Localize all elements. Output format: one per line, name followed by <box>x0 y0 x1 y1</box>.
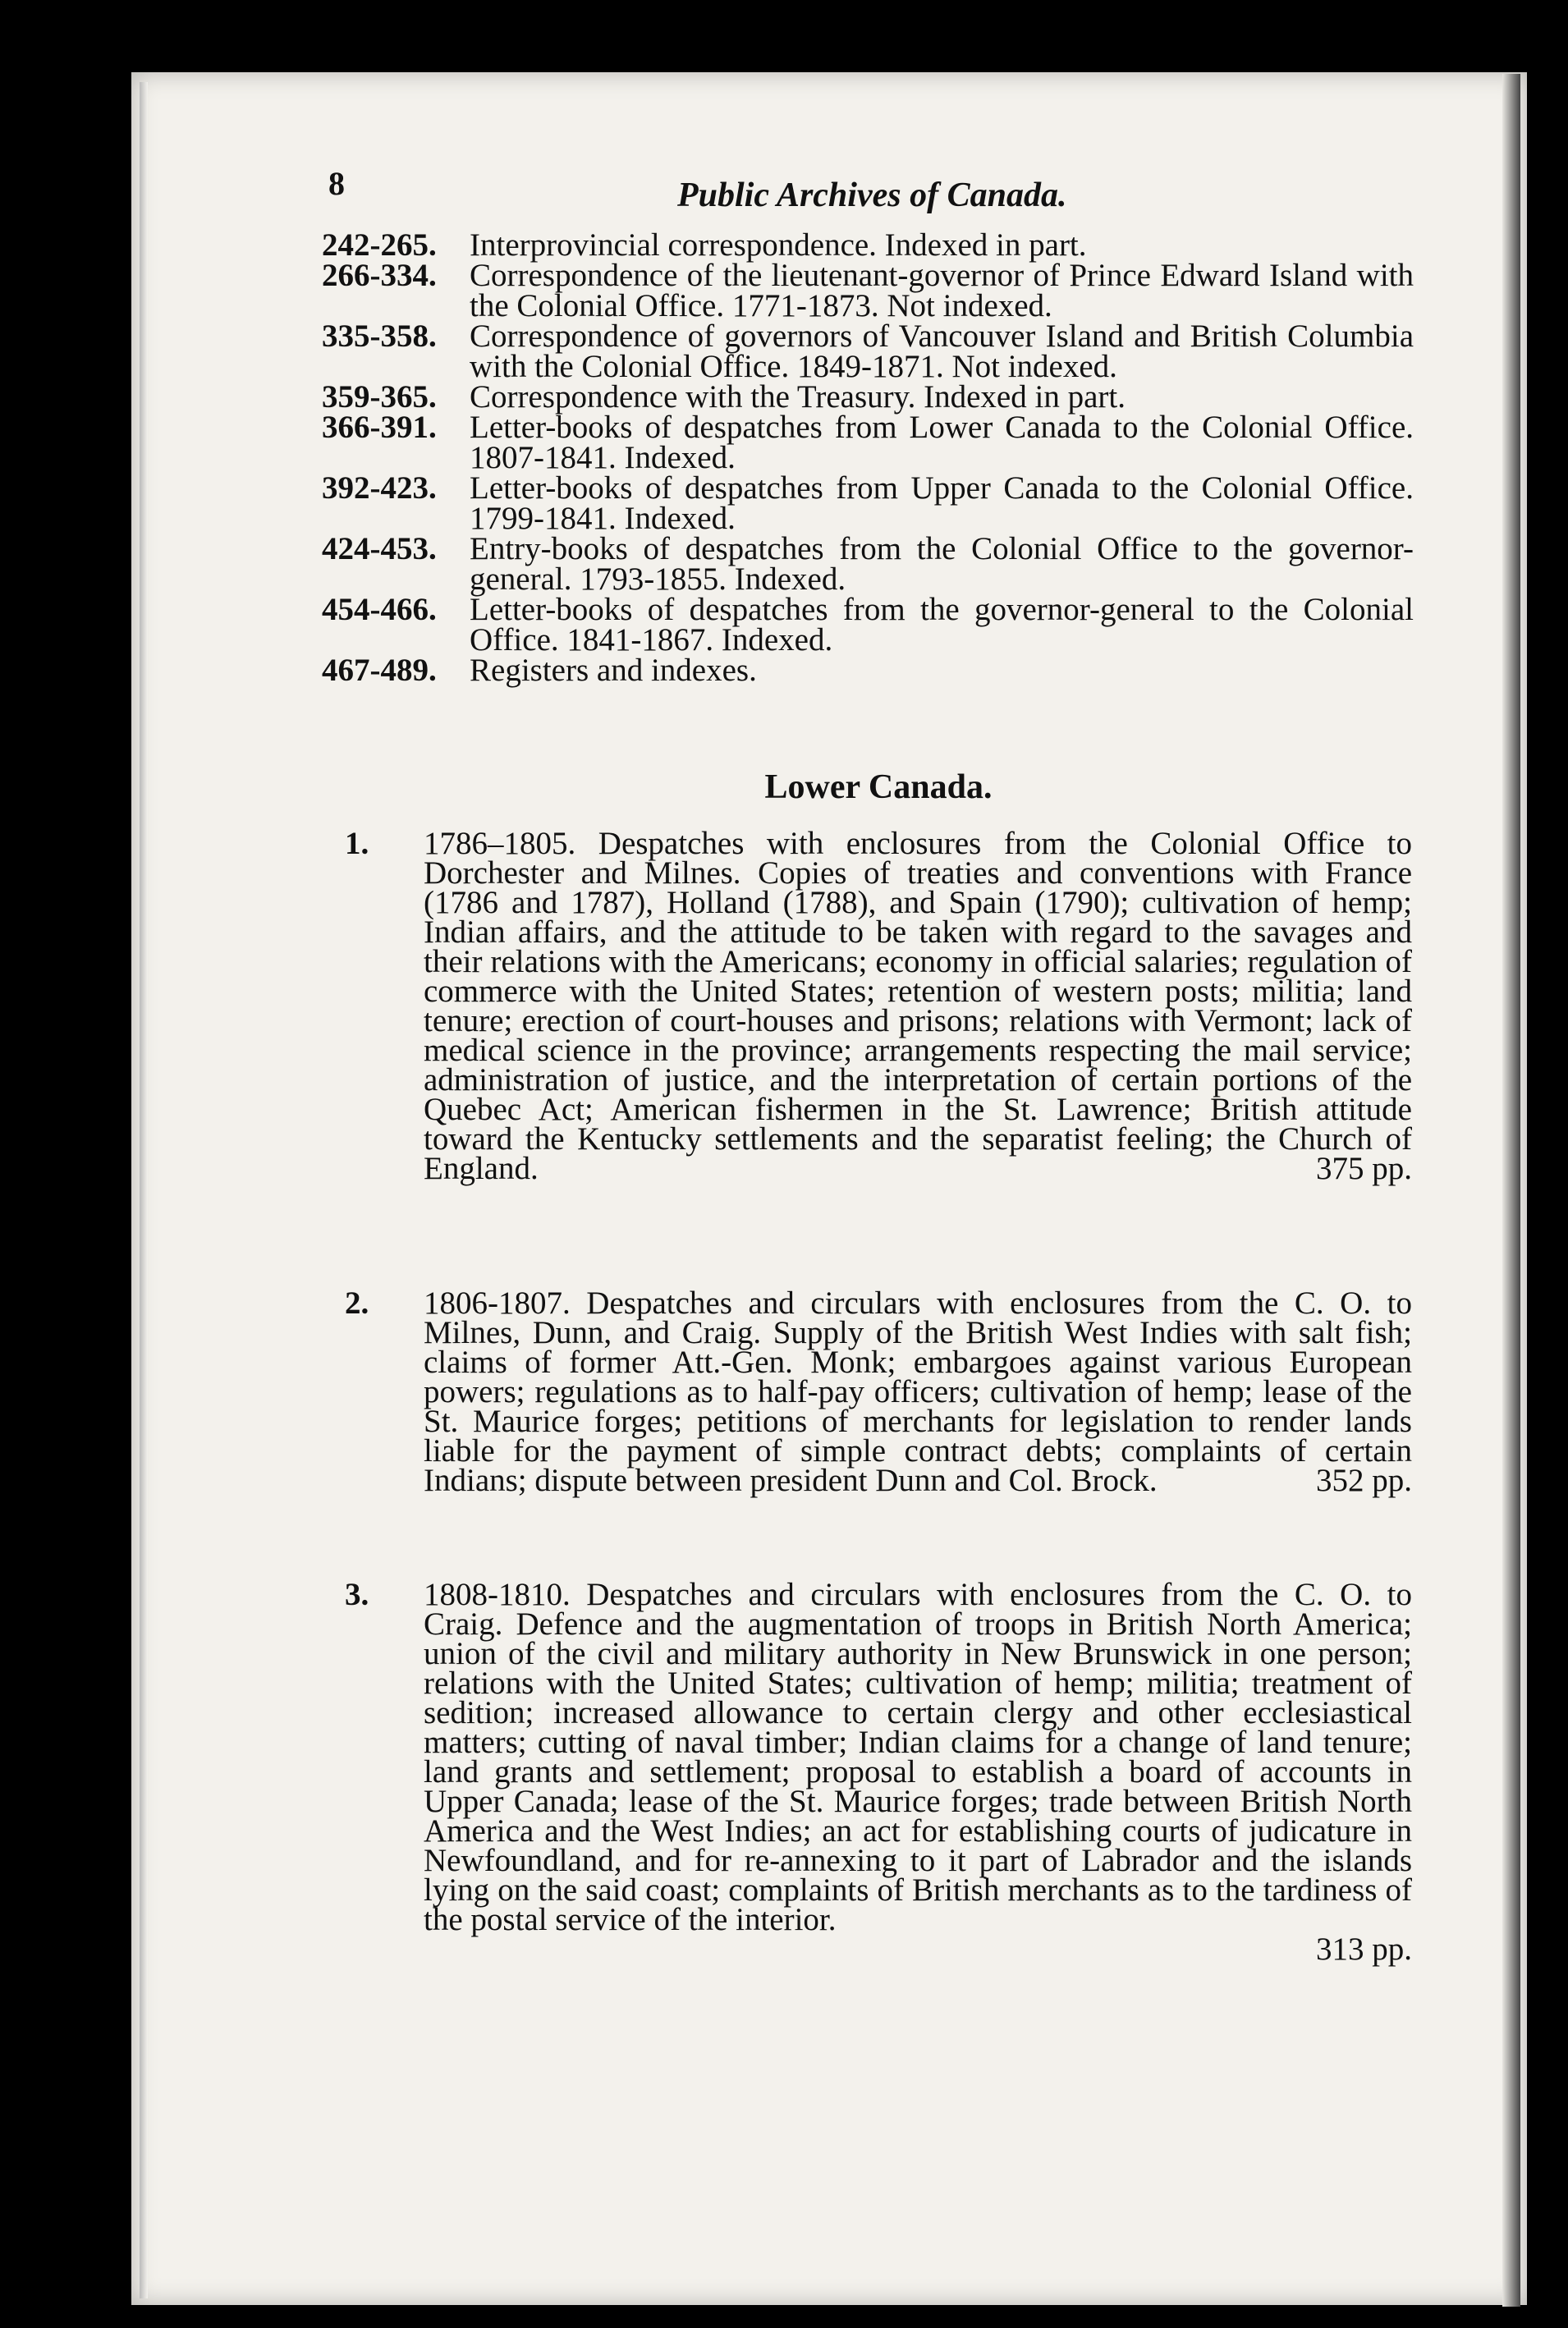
volume-pages: 352 pp. <box>1316 1463 1412 1498</box>
series-description: Correspondence with the Treasury. Indexed in part. <box>470 379 1126 415</box>
section-heading: Lower Canada. <box>764 768 993 806</box>
series-item <box>322 227 1414 263</box>
volume-entry <box>345 826 1412 1186</box>
series-range: 266-334. <box>322 258 437 293</box>
volume-description <box>424 1577 1412 1967</box>
series-range: 467-489. <box>322 653 437 688</box>
series-item <box>322 260 1414 321</box>
series-description: Entry-books of despatches from the Colonial Office to the governor-general. 1793-1855. Indexed. <box>470 531 1414 597</box>
series-description: Correspondence of the lieutenant-governor of Prince Edward Island with the Colonial Office. 1771-1873. Not indexed. <box>470 258 1414 323</box>
volume-description <box>424 826 1412 1186</box>
series-item <box>322 379 1414 415</box>
series-item <box>322 318 1414 384</box>
series-item <box>322 592 1414 658</box>
page-number: 8 <box>328 165 345 202</box>
series-range: 242-265. <box>322 227 437 263</box>
volume-pages: 313 pp. <box>1316 1932 1412 1967</box>
volume-entry <box>345 1577 1412 1967</box>
series-range: 424-453. <box>322 531 437 566</box>
volume-number: 1. <box>345 826 369 861</box>
volume-entry <box>345 1285 1412 1498</box>
volume-text: 1786–1805. Despatches with enclosures from the Colonial Office to Dorchester and Milnes. Copies of treaties and conventions with France (1786 and 1787), Holland (1788), and Spain (1790); cultivation of hemp; Indian affairs, and the attitude to be taken with regard to the savages and their relations with the Americans; economy in official salaries; regulation of commerce with the United States; retention of western posts; militia; land tenure; erection of court-houses and prisons; relations with Vermont; lack of medical science in the province; arrangements respecting the mail service; administration of justice, and the interpretation of certain portions of the Quebec Act; American fishermen in the St. Lawrence; British attitude toward the Kentucky settlements and the separatist feeling; the Church of England. <box>424 826 1412 1186</box>
series-range: 359-365. <box>322 379 437 415</box>
series-description: Letter-books of despatches from Lower Canada to the Colonial Office. 1807-1841. Indexed. <box>470 410 1414 475</box>
series-item <box>322 653 1414 688</box>
volume-number: 2. <box>345 1285 369 1321</box>
series-range: 454-466. <box>322 592 437 627</box>
series-description: Interprovincial correspondence. Indexed in part. <box>470 227 1087 263</box>
volume-description <box>424 1285 1412 1498</box>
page-left-edge <box>140 82 148 2298</box>
series-description: Correspondence of governors of Vancouver Island and British Columbia with the Colonial Office. 1849-1871. Not indexed. <box>470 318 1414 384</box>
series-description: Letter-books of despatches from the governor-general to the Colonial Office. 1841-1867. Indexed. <box>470 592 1414 658</box>
series-item <box>322 412 1414 473</box>
volume-pages: 375 pp. <box>1316 1151 1412 1186</box>
page-right-edge <box>1502 74 1520 2307</box>
series-item <box>322 470 1414 536</box>
series-item <box>322 531 1414 597</box>
volume-number: 3. <box>345 1577 369 1612</box>
volume-text: 1806-1807. Despatches and circulars with enclosures from the C. O. to Milnes, Dunn, and Craig. Supply of the British West Indies with salt fish; claims of former Att.-Gen. Monk; embargoes against various European powers; regulations as to half-pay officers; cultivation of hemp; lease of the St. Maurice forges; petitions of merchants for legislation to render lands liable for the payment of simple contract debts; complaints of certain Indians; dispute between president Dunn and Col. Brock. <box>424 1285 1412 1498</box>
volume-text: 1808-1810. Despatches and circulars with enclosures from the C. O. to Craig. Defence and the augmentation of troops in British North America; union of the civil and military authority in New Brunswick in one person; relations with the United States; cultivation of hemp; militia; treatment of sedition; increased allowance to certain clergy and other ecclesiastical matters; cutting of naval timber; Indian claims for a change of land tenure; land grants and settlement; proposal to establish a board of accounts in Upper Canada; lease of the St. Maurice forges; trade between British North America and the West Indies; an act for establishing courts of judicature in Newfoundland, and for re-annexing to it part of Labrador and the islands lying on the said coast; complaints of British merchants as to the tardiness of the postal service of the interior. <box>424 1577 1412 1937</box>
series-range: 335-358. <box>322 318 437 354</box>
series-list <box>322 227 1414 688</box>
series-range: 392-423. <box>322 470 437 506</box>
running-head <box>328 164 1428 213</box>
running-title: Public Archives of Canada. <box>677 176 1067 214</box>
series-description: Registers and indexes. <box>470 653 757 688</box>
series-range: 366-391. <box>322 410 437 445</box>
series-description: Letter-books of despatches from Upper Canada to the Colonial Office. 1799-1841. Indexed. <box>470 470 1414 536</box>
